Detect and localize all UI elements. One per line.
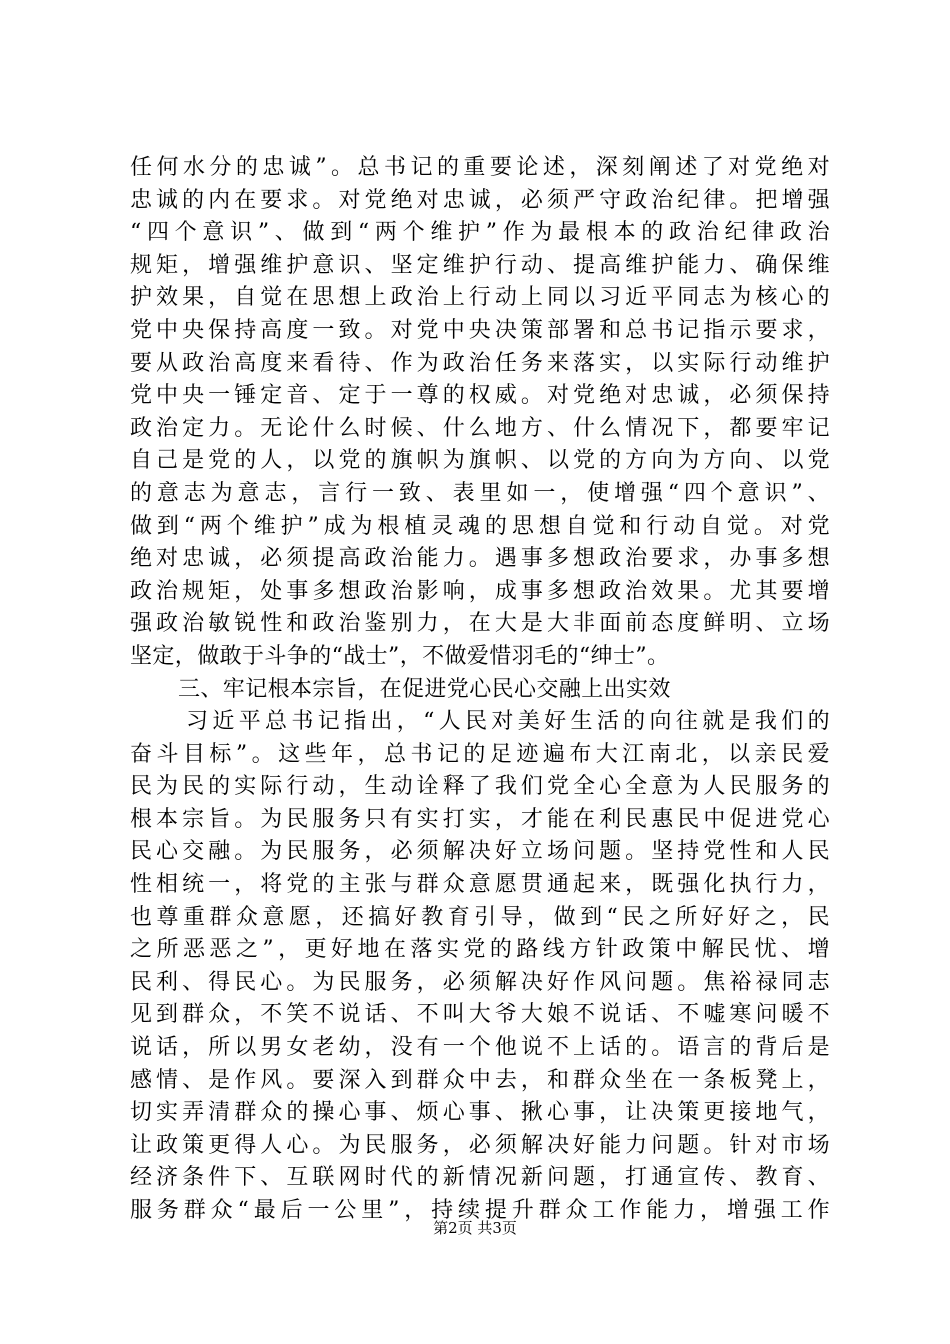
text-line: 的意志为意志，言行一致、表里如一，使增强“四个意识”、 bbox=[130, 480, 830, 506]
text-line: 政治规矩，处事多想政治影响，成事多想政治效果。尤其要增 bbox=[130, 578, 830, 604]
text-line: 也尊重群众意愿，还搞好教育引导，做到“民之所好好之，民 bbox=[130, 904, 830, 930]
text-line: 奋斗目标”。这些年，总书记的足迹遍布大江南北，以亲民爱 bbox=[130, 741, 830, 767]
text-line: 护效果，自觉在思想上政治上行动上同以习近平同志为核心的 bbox=[130, 285, 830, 311]
text-line: 之所恶恶之”，更好地在落实党的路线方针政策中解民忧、增 bbox=[130, 937, 830, 963]
text-line: 忠诚的内在要求。对党绝对忠诚，必须严守政治纪律。把增强 bbox=[130, 187, 830, 213]
text-line: 性相统一，将党的主张与群众意愿贯通起来，既强化执行力， bbox=[130, 872, 830, 898]
text-line: 民心交融。为民服务，必须解决好立场问题。坚持党性和人民 bbox=[130, 839, 830, 865]
text-line: 民为民的实际行动，生动诠释了我们党全心全意为人民服务的 bbox=[130, 774, 830, 800]
text-line: 民利、得民心。为民服务，必须解决好作风问题。焦裕禄同志 bbox=[130, 969, 830, 995]
text-line: 服务群众“最后一公里”，持续提升群众工作能力，增强工作 bbox=[130, 1198, 830, 1223]
text-line: 自己是党的人，以党的旗帜为旗帜、以党的方向为方向、以党 bbox=[130, 448, 830, 474]
text-line: 坚定，做敢于斗争的“战士”，不做爱惜羽毛的“绅士”。 bbox=[130, 643, 670, 669]
text-line: 绝对忠诚，必须提高政治能力。遇事多想政治要求，办事多想 bbox=[130, 546, 830, 572]
text-line: 强政治敏锐性和政治鉴别力，在大是大非面前态度鲜明、立场 bbox=[130, 611, 830, 637]
text-line: 做到“两个维护”成为根植灵魂的思想自觉和行动自觉。对党 bbox=[130, 513, 830, 539]
text-line: 党中央一锤定音、定于一尊的权威。对党绝对忠诚，必须保持 bbox=[130, 383, 830, 409]
text-line: 要从政治高度来看待、作为政治任务来落实，以实际行动维护 bbox=[130, 350, 830, 376]
text-line: 习近平总书记指出，“人民对美好生活的向往就是我们的 bbox=[186, 709, 830, 735]
text-line: 切实弄清群众的操心事、烦心事、揪心事，让决策更接地气， bbox=[130, 1100, 830, 1126]
text-line: “四个意识”、做到“两个维护”作为最根本的政治纪律政治 bbox=[130, 220, 830, 246]
document-body bbox=[130, 152, 830, 1228]
text-line: 政治定力。无论什么时候、什么地方、什么情况下，都要牢记 bbox=[130, 415, 830, 441]
text-line: 见到群众，不笑不说话、不叫大爷大娘不说话、不嘘寒问暖不 bbox=[130, 1002, 830, 1028]
text-line: 经济条件下、互联网时代的新情况新问题，打通宣传、教育、 bbox=[130, 1165, 830, 1191]
page-number-footer: 第2页 共3页 bbox=[433, 1219, 517, 1237]
text-line: 任何水分的忠诚”。总书记的重要论述，深刻阐述了对党绝对 bbox=[130, 155, 830, 180]
text-line: 规矩，增强维护意识、坚定维护行动、提高维护能力、确保维 bbox=[130, 252, 830, 278]
text-line: 根本宗旨。为民服务只有实打实，才能在利民惠民中促进党心 bbox=[130, 806, 830, 832]
text-line: 让政策更得人心。为民服务，必须解决好能力问题。针对市场 bbox=[130, 1132, 830, 1158]
text-line: 说话，所以男女老幼，没有一个他说不上话的。语言的背后是 bbox=[130, 1035, 830, 1061]
section-heading: 三、牢记根本宗旨，在促进党心民心交融上出实效 bbox=[178, 676, 671, 702]
text-line: 感情、是作风。要深入到群众中去，和群众坐在一条板凳上， bbox=[130, 1067, 830, 1093]
text-line: 党中央保持高度一致。对党中央决策部署和总书记指示要求， bbox=[130, 317, 830, 343]
